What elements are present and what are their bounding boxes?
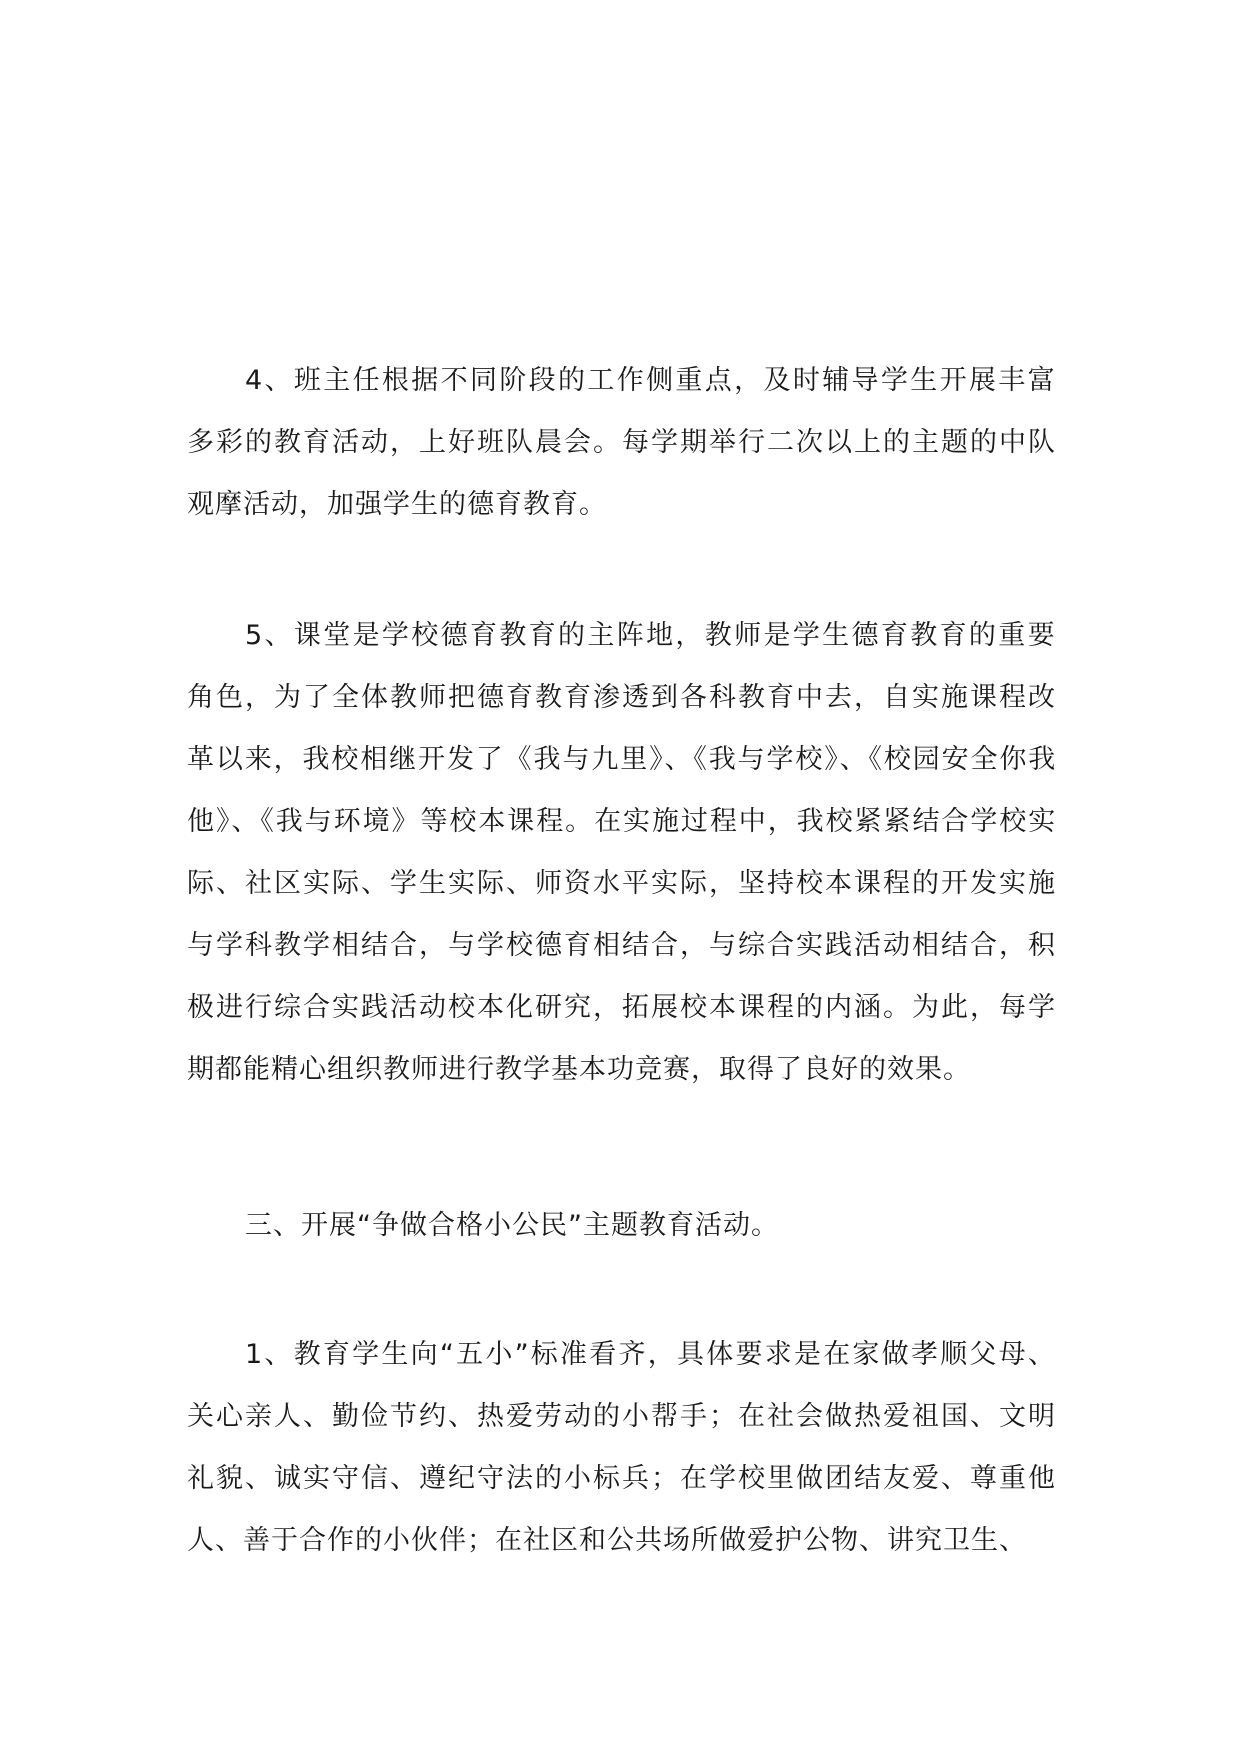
paragraph-line: 革以来，我校相继开发了《我与九里》、《我与学校》、《校园安全你我 (187, 744, 1058, 775)
paragraph-line: 他》、《我与环境》等校本课程。在实施过程中，我校紧紧结合学校实 (187, 806, 1058, 837)
paragraph-line: 多彩的教育活动，上好班队晨会。每学期举行二次以上的主题的中队 (187, 427, 1057, 458)
paragraph-line: 观摩活动，加强学生的德育教育。 (187, 489, 607, 520)
paragraph-5-classroom (187, 605, 1057, 1101)
paragraph-line: 期都能精心组织教师进行教学基本功竞赛，取得了良好的效果。 (187, 1054, 971, 1085)
paragraph-line: 5、课堂是学校德育教育的主阵地，教师是学生德育教育的重要 (245, 620, 1057, 651)
section-heading: 三、开展“争做合格小公民”主题教育活动。 (245, 1210, 779, 1241)
section-heading-three (187, 1195, 1057, 1257)
paragraph-line: 际、社区实际、学生实际、师资水平实际，坚持校本课程的开发实施 (187, 868, 1057, 899)
paragraph-line: 1、教育学生向“五小”标准看齐，具体要求是在家做孝顺父母、 (245, 1339, 1058, 1370)
paragraph-line: 人、善于合作的小伙伴；在社区和公共场所做爱护公物、讲究卫生、 (187, 1525, 1027, 1556)
paragraph-line: 角色，为了全体教师把德育教育渗透到各科教育中去，自实施课程改 (187, 682, 1057, 713)
paragraph-line: 4、班主任根据不同阶段的工作侧重点，及时辅导学生开展丰富 (245, 365, 1057, 396)
paragraph-line: 礼貌、诚实守信、遵纪守法的小标兵；在学校里做团结友爱、尊重他 (187, 1463, 1057, 1494)
paragraph-line: 极进行综合实践活动校本化研究，拓展校本课程的内涵。为此，每学 (187, 992, 1057, 1023)
paragraph-1-five-small-standards (187, 1324, 1057, 1572)
paragraph-line: 与学科教学相结合，与学校德育相结合，与综合实践活动相结合，积 (187, 930, 1057, 961)
paragraph-line: 关心亲人、勤俭节约、热爱劳动的小帮手；在社会做热爱祖国、文明 (187, 1401, 1057, 1432)
paragraph-4-class-teacher (187, 350, 1057, 536)
